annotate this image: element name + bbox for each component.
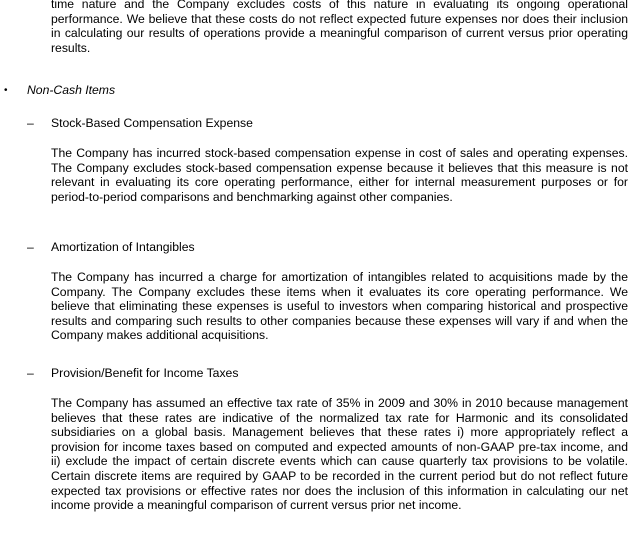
section-bullet: • [4, 85, 8, 96]
item-body-amortization-of-intangibles: The Company has incurred a charge for amortization of intangibles related to acquisitions made by the Company. The Company excludes these items when it evaluates its core operating performance. We believe that eliminating these expenses is useful to investors when comparing historical and prospective results and comparing such results to other companies because these expenses will vary if and when the Company makes additional acquisitions. [51, 270, 628, 343]
intro-paragraph: time nature and the Company excludes costs of this nature in evaluating its ongoing operational performance. We believe that these costs do not reflect expected future expenses nor does their inclusion in calculating our results of operations provide a meaningful comparison of current versus prior operating results. [51, 0, 628, 55]
section-title: Non-Cash Items [27, 83, 116, 97]
item-title-income-taxes: Provision/Benefit for Income Taxes [51, 366, 239, 380]
item-dash: – [27, 240, 34, 254]
item-body-income-taxes: The Company has assumed an effective tax rate of 35% in 2009 and 30% in 2010 because management believes that these rates are indicative of the normalized tax rate for Harmonic and its consolidated subsidiaries on a global basis. Management believes that these rates i) more appropriately reflect a provision for income taxes based on computed and expected amounts of non-GAAP pre-tax income, and ii) exclude the impact of certain discrete events which can cause quarterly tax provisions to be volatile. Certain discrete items are required by GAAP to be recorded in the current period but do not reflect future expected tax provisions or effective rates nor does the inclusion of this information in calculating our net income provide a meaningful comparison of current versus prior net income. [51, 396, 628, 513]
item-title-stock-based-compensation: Stock-Based Compensation Expense [51, 116, 253, 130]
item-body-stock-based-compensation: The Company has incurred stock-based compensation expense in cost of sales and operating expenses. The Company excludes stock-based compensation expense because it believes that this measure is not relevant in evaluating its core operating performance, either for internal measurement purposes or for period-to-period comparisons and benchmarking against other companies. [51, 146, 628, 204]
item-title-amortization-of-intangibles: Amortization of Intangibles [51, 240, 195, 254]
item-dash: – [27, 116, 34, 130]
item-dash: – [27, 366, 34, 380]
